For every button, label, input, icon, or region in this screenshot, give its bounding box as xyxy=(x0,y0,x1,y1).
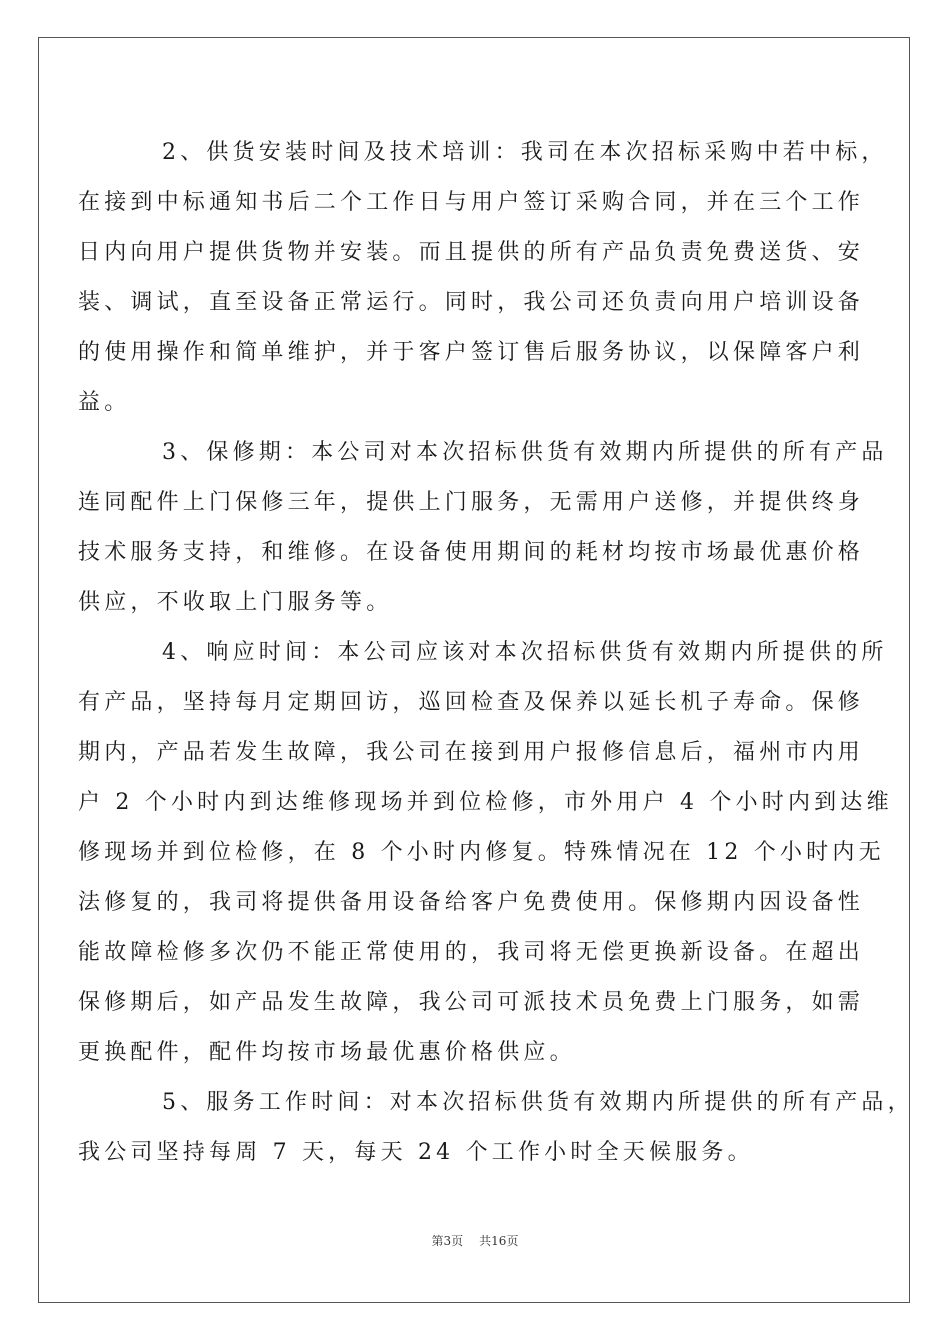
paragraph-3-line-1: 3、保修期：本公司对本次招标供货有效期内所提供的所有产品 xyxy=(162,440,888,465)
page-footer xyxy=(0,1232,950,1249)
paragraph-2-line-1: 2、供货安装时间及技术培训：我司在本次招标采购中若中标， xyxy=(162,140,888,165)
paragraph-2-line-3: 日内向用户提供货物并安装。而且提供的所有产品负责免费送货、安 xyxy=(78,240,865,265)
paragraph-5-line-2: 我公司坚持每周 7 天，每天 24 个工作小时全天候服务。 xyxy=(78,1140,754,1165)
page-number: 第3页 xyxy=(431,1234,464,1248)
paragraph-2-line-5: 的使用操作和简单维护，并于客户签订售后服务协议，以保障客户利 xyxy=(78,340,865,365)
paragraph-4-line-3: 期内，产品若发生故障，我公司在接到用户报修信息后，福州市内用 xyxy=(78,740,865,765)
paragraph-3-line-4: 供应，不收取上门服务等。 xyxy=(78,590,393,615)
paragraph-4-line-6: 法修复的，我司将提供备用设备给客户免费使用。保修期内因设备性 xyxy=(78,890,865,915)
paragraph-3-line-3: 技术服务支持，和维修。在设备使用期间的耗材均按市场最优惠价格 xyxy=(78,540,865,565)
document-body xyxy=(78,128,914,1178)
paragraph-4-line-1: 4、响应时间：本公司应该对本次招标供货有效期内所提供的所 xyxy=(162,640,888,665)
paragraph-5-line-1: 5、服务工作时间：对本次招标供货有效期内所提供的所有产品， xyxy=(162,1090,914,1115)
paragraph-4-line-5: 修现场并到位检修，在 8 个小时内修复。特殊情况在 12 个小时内无 xyxy=(78,840,885,865)
paragraph-2-line-2: 在接到中标通知书后二个工作日与用户签订采购合同，并在三个工作 xyxy=(78,190,865,215)
paragraph-4-line-4: 户 2 个小时内到达维修现场并到位检修，市外用户 4 个小时内到达维 xyxy=(78,790,893,815)
paragraph-4-line-9: 更换配件，配件均按市场最优惠价格供应。 xyxy=(78,1040,576,1065)
page-total: 共16页 xyxy=(479,1234,519,1248)
paragraph-2-line-6: 益。 xyxy=(78,390,131,415)
paragraph-4-line-2: 有产品，坚持每月定期回访，巡回检查及保养以延长机子寿命。保修 xyxy=(78,690,865,715)
paragraph-4-line-8: 保修期后，如产品发生故障，我公司可派技术员免费上门服务，如需 xyxy=(78,990,865,1015)
paragraph-3-line-2: 连同配件上门保修三年，提供上门服务，无需用户送修，并提供终身 xyxy=(78,490,865,515)
paragraph-2-line-4: 装、调试，直至设备正常运行。同时，我公司还负责向用户培训设备 xyxy=(78,290,865,315)
paragraph-4-line-7: 能故障检修多次仍不能正常使用的，我司将无偿更换新设备。在超出 xyxy=(78,940,865,965)
